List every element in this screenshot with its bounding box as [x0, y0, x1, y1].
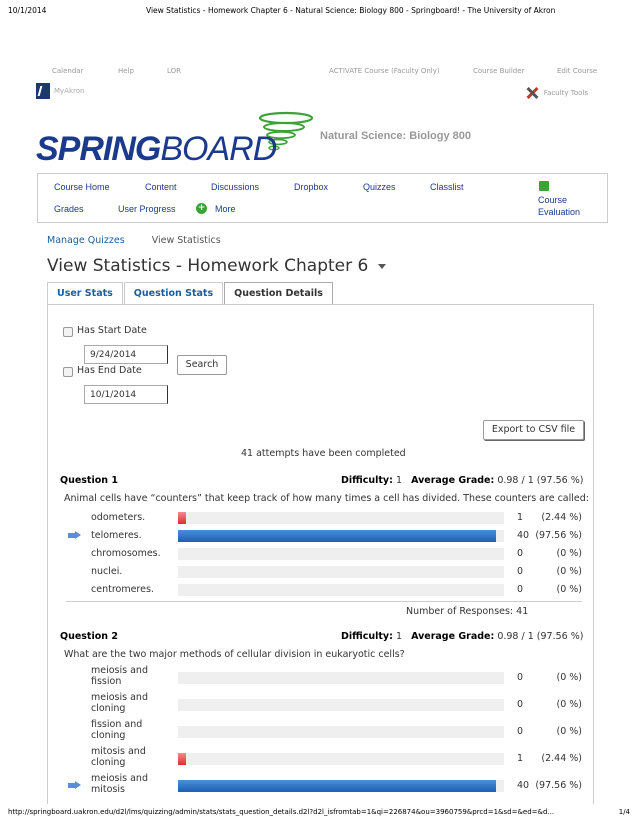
answer-bar-fill [178, 780, 496, 792]
responses-count [406, 606, 528, 617]
springboard-logo [36, 130, 276, 169]
answer-bar-track [178, 548, 504, 560]
answer-label-line: fission and [91, 719, 143, 730]
faculty-tools-label: Faculty Tools [543, 89, 588, 97]
course-navbar [37, 173, 608, 223]
lor-link[interactable]: LOR [167, 67, 182, 75]
answer-count: 0 [517, 548, 524, 559]
answer-label: centromeres. [91, 584, 154, 595]
answer-bar-track [178, 699, 504, 711]
has-end-date-label: Has End Date [77, 365, 142, 376]
answer-bar-track [178, 780, 504, 792]
answer-count: 40 [517, 530, 530, 541]
nav-content[interactable]: Content [145, 182, 177, 192]
answer-percent: (0 %) [556, 726, 582, 737]
nav-course-evaluation-line1[interactable]: Course [538, 195, 568, 205]
answer-count: 1 [517, 512, 524, 523]
answer-bar-track [178, 672, 504, 684]
has-start-date-label: Has Start Date [77, 325, 147, 336]
start-date-input[interactable]: 9/24/2014 [84, 345, 168, 364]
print-footer [8, 808, 630, 820]
search-button[interactable]: Search [177, 355, 227, 375]
answer-label [91, 692, 148, 714]
help-link[interactable]: Help [118, 67, 134, 75]
answer-bar-track [178, 530, 504, 542]
question-title-text: Question 1 [60, 475, 118, 486]
activate-course-link[interactable]: ACTIVATE Course (Faculty Only) [329, 67, 440, 75]
course-title: Natural Science: Biology 800 [320, 130, 471, 142]
print-title: View Statistics - Homework Chapter 6 - Natural Science: Biology 800 - Springboard! - The University of Akron [146, 6, 556, 15]
course-builder-link[interactable]: Course Builder [473, 67, 525, 75]
faculty-tools-link[interactable] [525, 86, 588, 100]
answer-count: 0 [517, 699, 524, 710]
question-title [60, 475, 118, 486]
chevron-down-icon[interactable] [378, 264, 386, 269]
question-stats [341, 631, 583, 642]
answer-label [91, 746, 146, 768]
print-header [8, 6, 630, 18]
myakron-link[interactable] [36, 82, 84, 100]
springboard-banner [36, 110, 336, 170]
answer-label-line: cloning [91, 757, 126, 768]
answer-percent: (0 %) [556, 699, 582, 710]
answer-label-line: cloning [91, 730, 126, 741]
myakron-logo-icon [36, 83, 50, 99]
answer-percent: (0 %) [556, 672, 582, 683]
top-nav [40, 67, 608, 79]
tab-question-details[interactable]: Question Details [224, 282, 333, 305]
breadcrumb [47, 235, 221, 246]
tab-question-stats[interactable]: Question Stats [124, 282, 223, 305]
answer-bar-track [178, 726, 504, 738]
more-plus-icon[interactable]: + [197, 203, 206, 213]
difficulty-value: 1 [395, 631, 402, 642]
difficulty-label: Difficulty: [341, 475, 393, 486]
page-title [47, 256, 386, 276]
responses-label: Number of Responses: [406, 606, 514, 617]
print-date: 10/1/2014 [8, 6, 47, 15]
answer-percent: (0 %) [556, 584, 582, 595]
answer-bar-track [178, 512, 504, 524]
question-title-text: Question 2 [60, 631, 118, 642]
print-url: http://springboard.uakron.edu/d2l/lms/quizzing/admin/stats/stats_question_details.d2l?d2l_isfromtab=1&qi=226874&ou=3960759&prcd=1&sd=&ed=&d... [8, 808, 555, 816]
answer-label [91, 719, 142, 741]
average-grade-label: Average Grade: [411, 475, 495, 486]
question-text: What are the two major methods of cellular division in eukaryotic cells? [64, 649, 405, 660]
answer-count: 0 [517, 584, 524, 595]
question-divider [66, 601, 582, 602]
nav-quizzes[interactable]: Quizzes [363, 182, 396, 192]
print-page-number: 1/4 [618, 808, 630, 816]
answer-label-line: cloning [91, 703, 126, 714]
answer-count: 1 [517, 753, 524, 764]
answer-bar-track [178, 753, 504, 765]
logo-part-board: BOARD [160, 130, 277, 168]
answer-count: 0 [517, 672, 524, 683]
answer-label-line: mitosis and [91, 746, 146, 757]
has-end-date-checkbox[interactable] [63, 367, 73, 377]
answer-label [91, 665, 148, 687]
nav-user-progress[interactable]: User Progress [118, 204, 176, 214]
export-csv-button[interactable]: Export to CSV file [483, 420, 584, 440]
answer-percent: (0 %) [556, 548, 582, 559]
breadcrumb-manage-quizzes[interactable]: Manage Quizzes [47, 235, 125, 246]
responses-value: 41 [516, 606, 529, 617]
answer-label-line: meiosis and [91, 773, 148, 784]
answer-percent: (2.44 %) [541, 753, 582, 764]
answer-bar-fill [178, 753, 186, 765]
average-grade-value: 0.98 / 1 (97.56 %) [497, 631, 584, 642]
nav-course-home[interactable]: Course Home [54, 182, 110, 192]
answer-percent: (97.56 %) [535, 780, 582, 791]
average-grade-value: 0.98 / 1 (97.56 %) [497, 475, 584, 486]
answer-percent: (2.44 %) [541, 512, 582, 523]
answer-label: nuclei. [91, 566, 123, 577]
answer-percent: (0 %) [556, 566, 582, 577]
difficulty-label: Difficulty: [341, 631, 393, 642]
average-grade-label: Average Grade: [411, 631, 495, 642]
answer-count: 0 [517, 726, 524, 737]
end-date-input[interactable]: 10/1/2014 [84, 385, 168, 404]
answer-label: telomeres. [91, 530, 142, 541]
logo-part-spring: SPRING [36, 130, 161, 168]
tools-icon [525, 86, 539, 100]
answer-bar-fill [178, 530, 496, 542]
correct-answer-arrow-icon [68, 531, 81, 540]
nav-course-evaluation-line2[interactable]: Evaluation [538, 207, 581, 217]
nav-dropbox[interactable]: Dropbox [294, 182, 329, 192]
stats-tabs [47, 282, 334, 305]
nav-more[interactable]: More [215, 204, 236, 214]
answer-bar-track [178, 584, 504, 596]
answer-label [91, 773, 148, 795]
attempts-count: 41 attempts have been completed [241, 448, 406, 459]
answer-label-line: meiosis and [91, 665, 148, 676]
question-title [60, 631, 118, 642]
calendar-link[interactable]: Calendar [52, 67, 84, 75]
answer-label-line: meiosis and [91, 692, 148, 703]
page-title-text: View Statistics - Homework Chapter 6 [47, 256, 369, 276]
nav-discussions[interactable]: Discussions [211, 182, 260, 192]
difficulty-value: 1 [395, 475, 402, 486]
breadcrumb-current: View Statistics [151, 235, 221, 246]
nav-grades[interactable]: Grades [54, 204, 84, 214]
tab-user-stats[interactable]: User Stats [47, 282, 123, 305]
correct-answer-arrow-icon [68, 781, 81, 790]
nav-classlist[interactable]: Classlist [430, 182, 464, 192]
answer-bar-fill [178, 512, 186, 524]
answer-label: odometers. [91, 512, 146, 523]
course-evaluation-icon [539, 181, 549, 191]
answer-bar-track [178, 566, 504, 578]
edit-course-link[interactable]: Edit Course [557, 67, 598, 75]
myakron-label: MyAkron [54, 87, 85, 95]
has-start-date-checkbox[interactable] [63, 327, 73, 337]
answer-label: chromosomes. [91, 548, 161, 559]
answer-count: 40 [517, 780, 530, 791]
question-text: Animal cells have “counters” that keep track of how many times a cell has divided. These counters are called: [64, 493, 589, 504]
question-stats [341, 475, 583, 486]
question-details-panel [47, 304, 594, 804]
answer-percent: (97.56 %) [535, 530, 582, 541]
answer-label-line: mitosis [91, 784, 125, 795]
answer-count: 0 [517, 566, 524, 577]
answer-label-line: fission [91, 676, 122, 687]
